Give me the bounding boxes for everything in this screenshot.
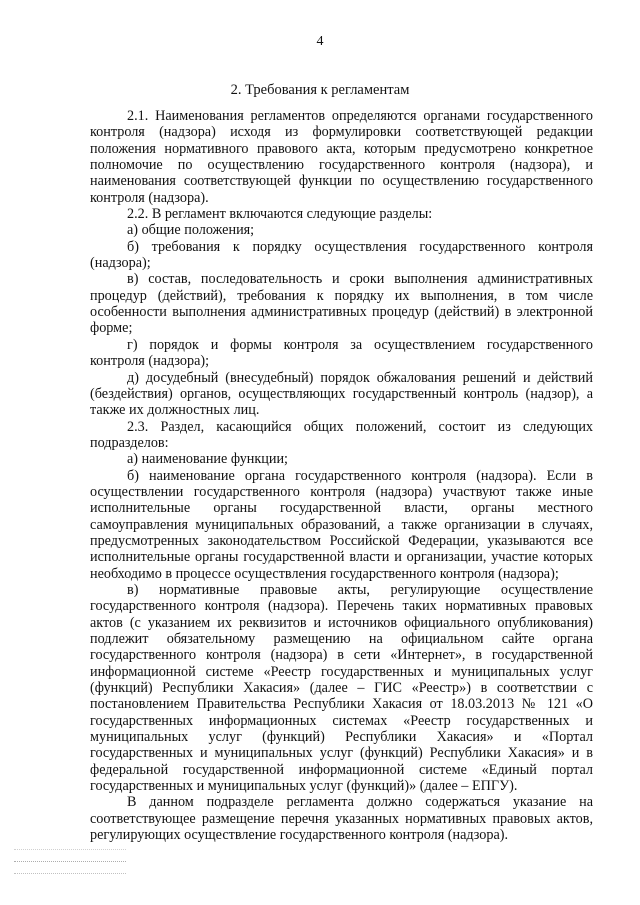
page-number: 4 bbox=[316, 34, 324, 49]
list-item-b: б) требования к порядку осуществления государственного контроля (надзора); bbox=[90, 238, 593, 272]
stamp-line bbox=[14, 862, 126, 874]
list-item-a: а) общие положения; bbox=[127, 222, 255, 239]
paragraph-2-1: 2.1. Наименования регламентов определяются органами государственного контроля (надзора) исходя из формулировки соответствующей редакции положения нормативного правового акта, которым предусмотрено конкретное полномочие по осуществлению государственного контроля (надзора), и наименования соответствующей функции по осуществлению государственного контроля (надзора). bbox=[90, 108, 593, 206]
list-item-v: в) состав, последовательность и сроки выполнения административных процедур (действий), требования к порядку их выполнения, в том числе особенности выполнения административных процедур (действий) в электронной форме; bbox=[90, 271, 593, 337]
stamp-line bbox=[14, 838, 126, 850]
stamp-line bbox=[14, 850, 126, 862]
copy-stamp bbox=[14, 838, 126, 880]
subsection-item-b: б) наименование органа государственного контроля (надзора). Если в осуществлении государственного контроля (надзора) участвуют также иные исполнительные органы государственной власти, органы местного самоуправления муниципальных образований, а также организации в случаях, предусмотренных законодательством Российской Федерации, указываются все исполнительные органы государственной власти и организации, участие которых необходимо в процессе осуществления государственного контроля (надзора); bbox=[90, 467, 593, 582]
subsection-item-v: в) нормативные правовые акты, регулирующие осуществление государственного контроля (надзора). Перечень таких нормативных правовых актов (с указанием их реквизитов и источников официального опубликования) подлежит обязательному размещению на официальном сайте органа государственного контроля (надзора) в сети «Интернет», в государственной информационной системе «Реестр государственных и муниципальных услуг (функций) Республики Хакасия» (далее – ГИС «Реестр») в соответствии с постановлением Правительства Республики Хакасия от 18.03.2013 № 121 «О государственных информационных системах «Реестр государственных и муниципальных услуг (функций) Республики Хакасия» и «Портал государственных и муниципальных услуг (функций) Республики Хакасия» и в федеральной государственной информационной системе «Единый портал государственных и муниципальных услуг (функций)» (далее – ЕПГУ). bbox=[90, 581, 593, 795]
list-item-g: г) порядок и формы контроля за осуществлением государственного контроля (надзора); bbox=[90, 336, 593, 370]
list-item-d: д) досудебный (внесудебный) порядок обжалования решений и действий (бездействия) органов, осуществляющих государственный контроль (надзор), а также их должностных лиц. bbox=[90, 369, 593, 419]
paragraph-2-2: 2.2. В регламент включаются следующие разделы: bbox=[127, 206, 433, 223]
closing-paragraph: В данном подразделе регламента должно содержаться указание на соответствующее размещение перечня указанных нормативных правовых актов, регулирующих осуществление государственного контроля (надзора). bbox=[90, 794, 593, 844]
subsection-item-a: а) наименование функции; bbox=[127, 451, 288, 468]
document-body bbox=[90, 108, 593, 843]
paragraph-2-3: 2.3. Раздел, касающийся общих положений, состоит из следующих подразделов: bbox=[90, 418, 593, 451]
section-title: 2. Требования к регламентам bbox=[230, 82, 410, 98]
